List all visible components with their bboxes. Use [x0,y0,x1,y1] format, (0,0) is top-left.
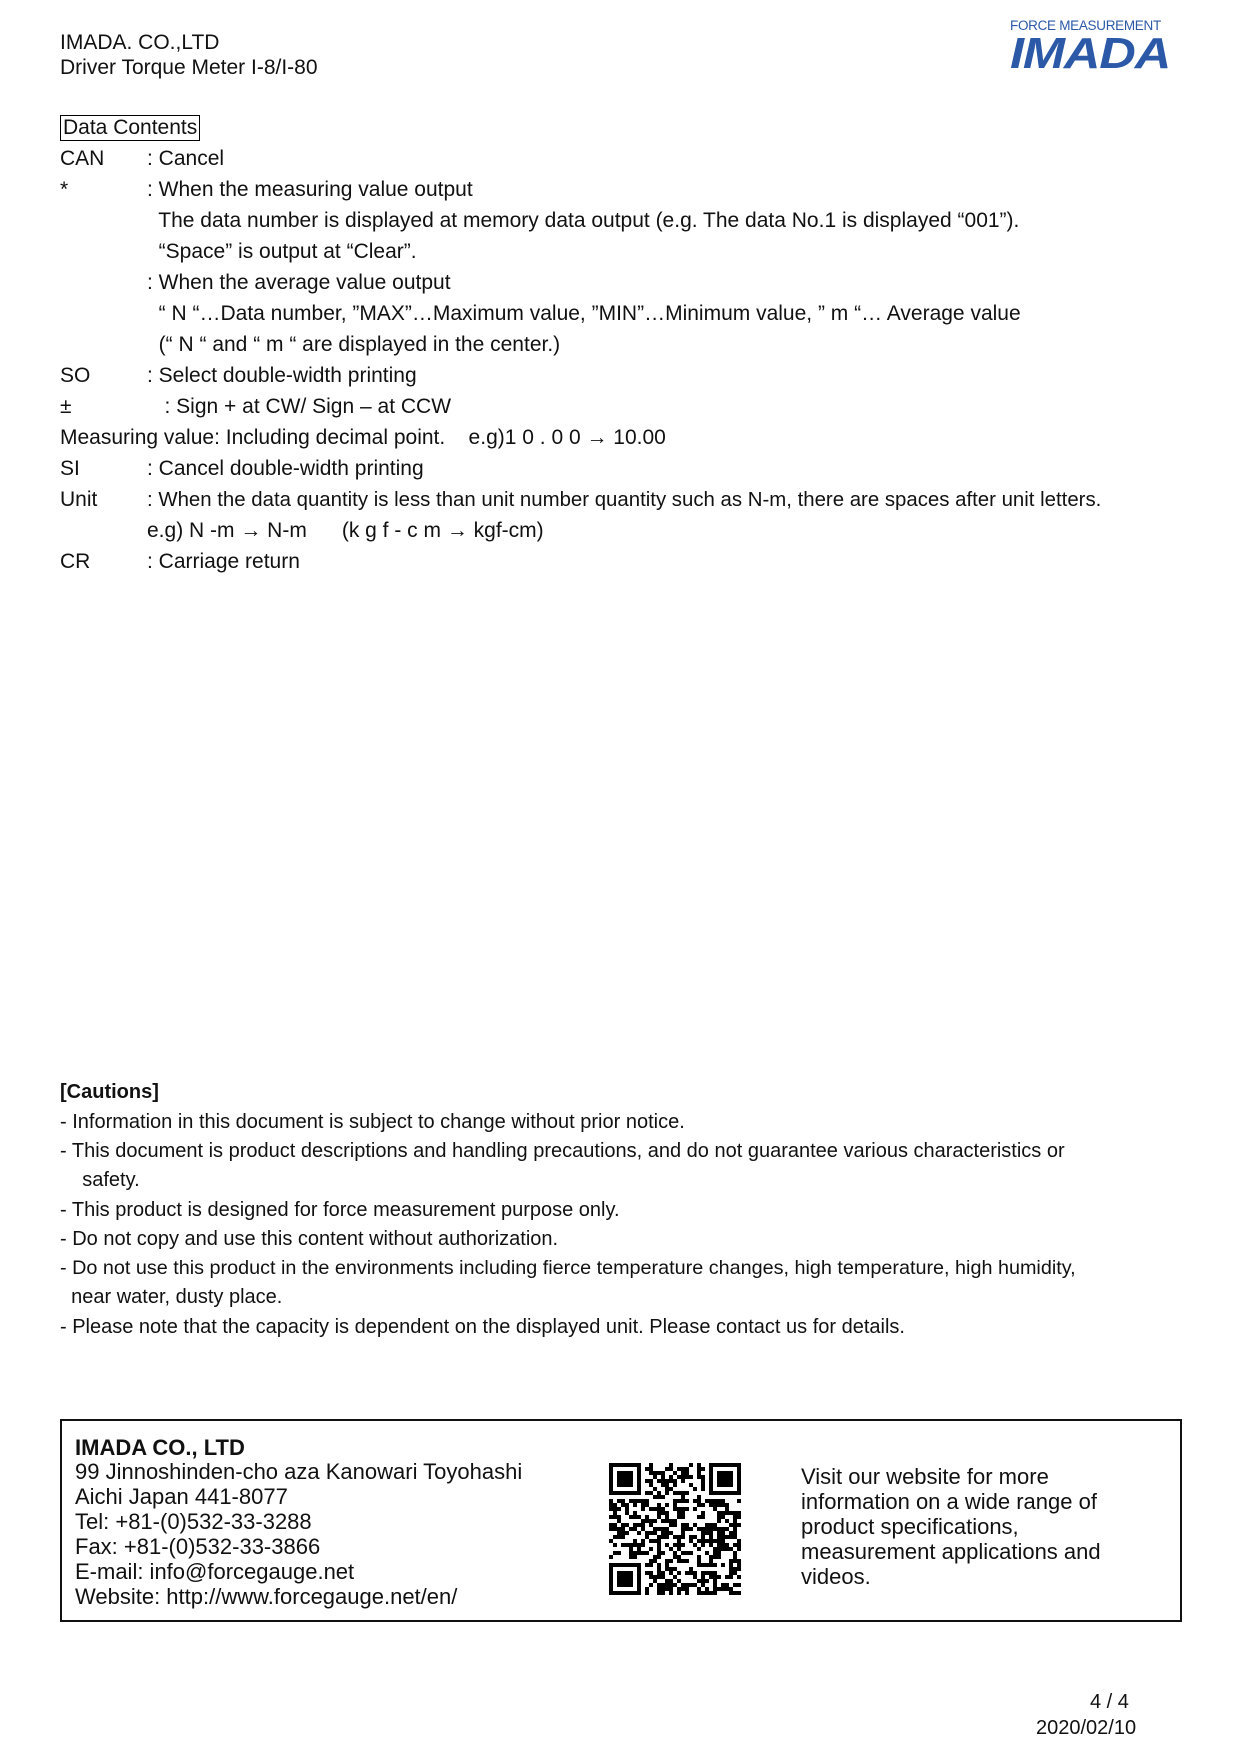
contact-address-line: Aichi Japan 441-8077 [75,1484,288,1509]
page-number: 4 / 4 [1090,1691,1129,1713]
section-title: Data Contents [60,115,200,141]
contact-company: IMADA CO., LTD [75,1435,245,1460]
def-desc: “ N “…Data number, ”MAX”…Maximum value, ”MIN”…Minimum value, ” m “… Average value [147,302,1021,325]
contact-website[interactable]: Website: http://www.forcegauge.net/en/ [75,1584,458,1609]
def-desc: : When the measuring value output [147,178,473,201]
def-desc: “Space” is output at “Clear”. [147,240,417,263]
def-term: Measuring value: Including decimal point. e.g)1 0 . 0 0 → 10.00 [60,426,666,449]
def-term: SO [60,364,91,387]
cautions-title: [Cautions] [60,1081,159,1103]
caution-line: - Do not use this product in the environments including fierce temperature changes, high temperature, high humidity, [60,1257,1076,1279]
def-desc: : When the data quantity is less than unit number quantity such as N-m, there are spaces after unit letters. [147,489,1102,511]
def-desc: : Carriage return [147,550,300,573]
caution-line: safety. [60,1169,140,1191]
def-term: SI [60,457,80,480]
caution-line: - Please note that the capacity is dependent on the displayed unit. Please contact us for details. [60,1316,905,1338]
qr-code-icon[interactable] [609,1463,741,1595]
def-term: CAN [60,147,105,170]
logo-tagline: FORCE MEASUREMENT [1010,18,1161,33]
def-desc: : Cancel [147,147,225,170]
logo-brand: IMADA [1010,29,1171,78]
document-date: 2020/02/10 [1036,1717,1137,1739]
caution-line: near water, dusty place. [60,1286,283,1308]
def-desc: (“ N “ and “ m “ are displayed in the center.) [147,333,561,356]
caution-line: - This product is designed for force measurement purpose only. [60,1199,620,1221]
def-desc: : When the average value output [147,271,451,294]
def-desc: : Sign + at CW/ Sign – at CCW [147,395,452,418]
contact-fax: Fax: +81-(0)532-33-3866 [75,1534,321,1559]
def-term: CR [60,550,91,573]
header-product: Driver Torque Meter I-8/I-80 [60,56,318,79]
def-desc: : Cancel double-width printing [147,457,424,480]
caution-line: - Information in this document is subject to change without prior notice. [60,1111,685,1133]
contact-address-line: 99 Jinnoshinden-cho aza Kanowari Toyohashi [75,1459,523,1484]
def-term: ± [60,395,72,418]
def-desc: The data number is displayed at memory data output (e.g. The data No.1 is displayed “001”). [147,209,1020,232]
def-desc: e.g) N -m → N-m (k g f - c m → kgf-cm) [147,519,544,542]
def-term: * [60,178,69,201]
header-company: IMADA. CO.,LTD [60,31,220,54]
caution-line: - Do not copy and use this content without authorization. [60,1228,559,1250]
contact-email[interactable]: E-mail: info@forcegauge.net [75,1559,355,1584]
def-desc: : Select double-width printing [147,364,417,387]
contact-tel: Tel: +81-(0)532-33-3288 [75,1509,312,1534]
def-term: Unit [60,488,98,511]
document-header [60,30,318,80]
visit-website-text: Visit our website for more information on a wide range of product specifications, measurement applications and videos. [801,1464,1101,1589]
caution-line: - This document is product descriptions and handling precautions, and do not guarantee various characteristics or [60,1140,1065,1162]
imada-logo [1010,18,1180,76]
